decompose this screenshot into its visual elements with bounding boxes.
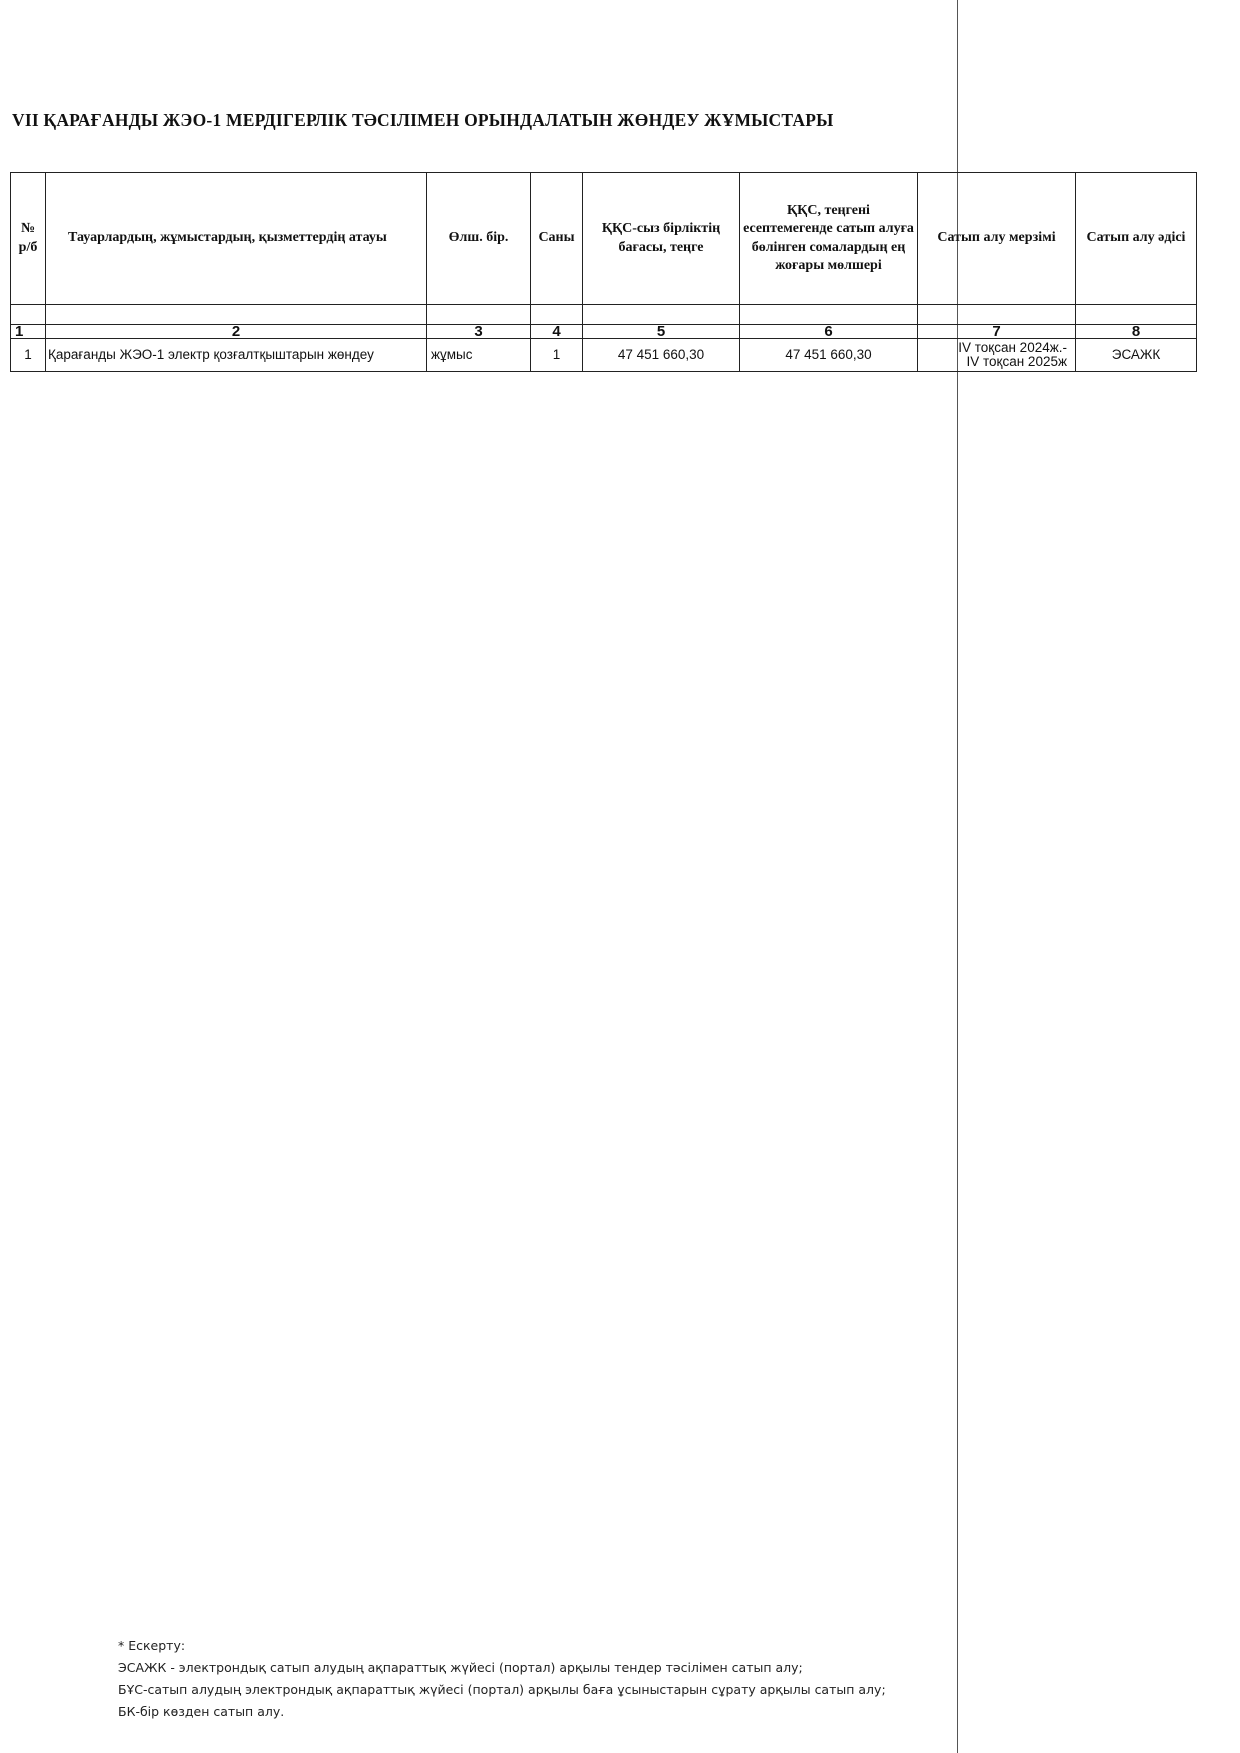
repair-works-table: [10, 172, 1197, 372]
column-number: 7: [918, 325, 1076, 339]
header-unit-price: ҚҚС-сыз бірліктің бағасы, теңге: [583, 173, 740, 305]
row-name: Қарағанды ЖЭО-1 электр қозғалтқыштарын жөндеу: [46, 339, 427, 372]
row-period-end: IV тоқсан 2025ж: [966, 354, 1067, 369]
header-name: Тауарлардың, жұмыстардың, қызметтердің атауы: [46, 173, 427, 305]
header-period: Сатып алу мерзімі: [918, 173, 1076, 305]
row-period: [918, 339, 1076, 372]
page-title: VII ҚАРАҒАНДЫ ЖЭО-1 МЕРДІГЕРЛІК ТӘСІЛІМЕН ОРЫНДАЛАТЫН ЖӨНДЕУ ЖҰМЫСТАРЫ: [12, 110, 834, 130]
column-number: 5: [583, 325, 740, 339]
column-number: 6: [740, 325, 918, 339]
column-number: 2: [46, 325, 427, 339]
header-method: Сатып алу әдісі: [1076, 173, 1197, 305]
table-row: [11, 339, 1197, 372]
header-number: № р/б: [11, 173, 46, 305]
row-quantity: 1: [531, 339, 583, 372]
row-method: ЭСАЖК: [1076, 339, 1197, 372]
table-spacer-row: [11, 305, 1197, 325]
row-max-amount: 47 451 660,30: [740, 339, 918, 372]
column-number: 3: [427, 325, 531, 339]
row-unit: жұмыс: [427, 339, 531, 372]
column-number-row: [11, 325, 1197, 339]
column-number: 4: [531, 325, 583, 339]
row-number: 1: [11, 339, 46, 372]
row-unit-price: 47 451 660,30: [583, 339, 740, 372]
footnote-heading: * Ескерту:: [118, 1638, 186, 1653]
column-number: 1: [11, 325, 46, 339]
table-header-row: [11, 173, 1197, 305]
row-period-start: IV тоқсан 2024ж.-: [958, 340, 1067, 355]
footnote-line: БК-бір көзден сатып алу.: [118, 1704, 285, 1719]
header-quantity: Саны: [531, 173, 583, 305]
footnote-line: БҰС-сатып алудың электрондық ақпараттық жүйесі (портал) арқылы баға ұсыныстарын сұрату арқылы сатып алу;: [118, 1682, 886, 1697]
footnotes: [118, 1635, 998, 1723]
column-number: 8: [1076, 325, 1197, 339]
header-unit: Өлш. бір.: [427, 173, 531, 305]
footnote-line: ЭСАЖК - электрондық сатып алудың ақпараттық жүйесі (портал) арқылы тендер тәсілімен сатып алу;: [118, 1660, 803, 1675]
header-max-amount: ҚҚС, теңгені есептемегенде сатып алуға бөлінген сомалардың ең жоғары мөлшері: [740, 173, 918, 305]
